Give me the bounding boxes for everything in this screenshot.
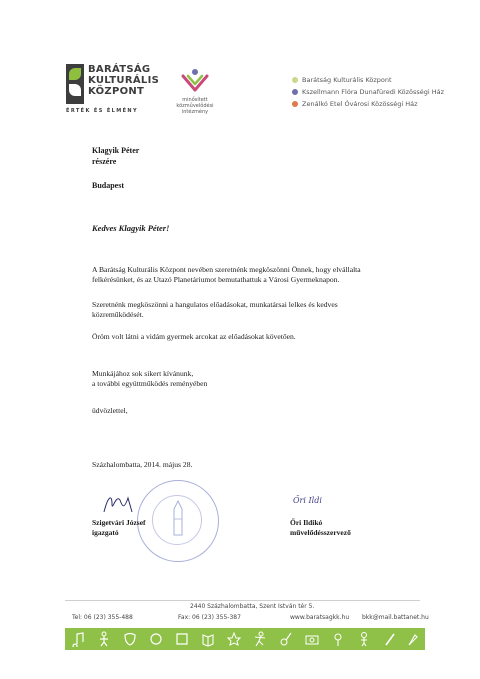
mmi-badge [170,68,220,120]
camera-icon [305,631,319,647]
recipient-city: Budapest [92,181,125,190]
mmi-heart-icon [180,68,210,92]
greeting: Kedves Klagyik Péter! [92,223,170,233]
mmi-line-1: minősített [182,97,208,103]
footer-web: www.baratsagkk.hu [290,614,350,621]
footer-fax: Fax: 06 (23) 355-387 [178,614,241,621]
footer-address: 2440 Százhalombatta, Szent István tér 5. [190,603,315,610]
branch-item: Zenálkó Etel Óvárosi Közösségi Ház [292,98,444,110]
flower-icon [331,631,345,647]
paragraph-4: Munkájához sok sikert kívánunk, a további együttműködés reményében [92,369,208,388]
signature-2-scribble: Őri Ildi [293,496,322,505]
branch-dot-icon [292,77,298,83]
music-note-icon [71,631,85,647]
mmi-line-3: intézmény [181,109,209,115]
signer-1-name: Szigetvári József [92,518,146,527]
paragraph-2: Szeretnénk megköszönni a hangulatos előadásokat, munkatársai lelkes és kedves közreműködését. [92,300,338,319]
recipient-name: Klagyik Péter [92,146,140,155]
guitar-icon [279,631,293,647]
mask-icon [123,631,137,647]
figure-icon [97,631,111,647]
logo-tagline: ÉRTÉK ÉS ÉLMÉNY [66,108,139,114]
recipient-suffix: részére [92,157,117,166]
theatre-icon [175,631,189,647]
branch-item: Barátság Kulturális Központ [292,74,444,86]
branch-dot-icon [292,101,298,107]
logo-line-3: KÖZPONT [88,86,145,97]
brush-icon [383,631,397,647]
place-date: Százhalombatta, 2014. május 28. [92,460,193,469]
logo-mark-icon [66,64,84,104]
signer-2-name: Őri Ildikó [290,518,323,527]
logo-text [88,64,159,97]
logo-line-1: BARÁTSÁG [88,64,151,75]
branch-list [292,74,444,110]
palette-icon [149,631,163,647]
footer-phone: Tel: 06 (23) 355-488 [72,614,133,621]
signer-1-title: igazgató [92,528,119,537]
child-icon [357,631,371,647]
stamp-emblem-icon [168,499,188,539]
paragraph-3: Öröm volt látni a vidám gyermek arcokat az előadásokat követően. [92,332,296,341]
signature-1-scribble [100,490,140,518]
official-stamp [137,480,219,562]
branch-dot-icon [292,89,298,95]
closing: üdvözlettel, [92,406,128,415]
carrot-icon [405,631,419,647]
footer-icon-strip [65,628,425,650]
book-icon [201,631,215,647]
branch-item: Kszellmann Flóra Dunafüredi Közösségi Ház [292,86,444,98]
signer-2-title: művelődésszervező [290,528,351,537]
mmi-line-2: közművelődési [176,103,214,109]
dancer-icon [253,631,267,647]
footer-divider [65,600,420,601]
logo-line-2: KULTURÁLIS [88,75,160,86]
paragraph-1: A Barátság Kulturális Központ nevében szeretnénk megköszönni Önnek, hogy elvállalta felkérésünket, és az Utazó Planetáriumot bemutathattuk a Városi Gyermeknapon. [92,265,361,284]
star-icon [227,631,241,647]
footer-email: bkk@mail.battanet.hu [362,614,429,621]
baratsag-logo [66,64,158,116]
